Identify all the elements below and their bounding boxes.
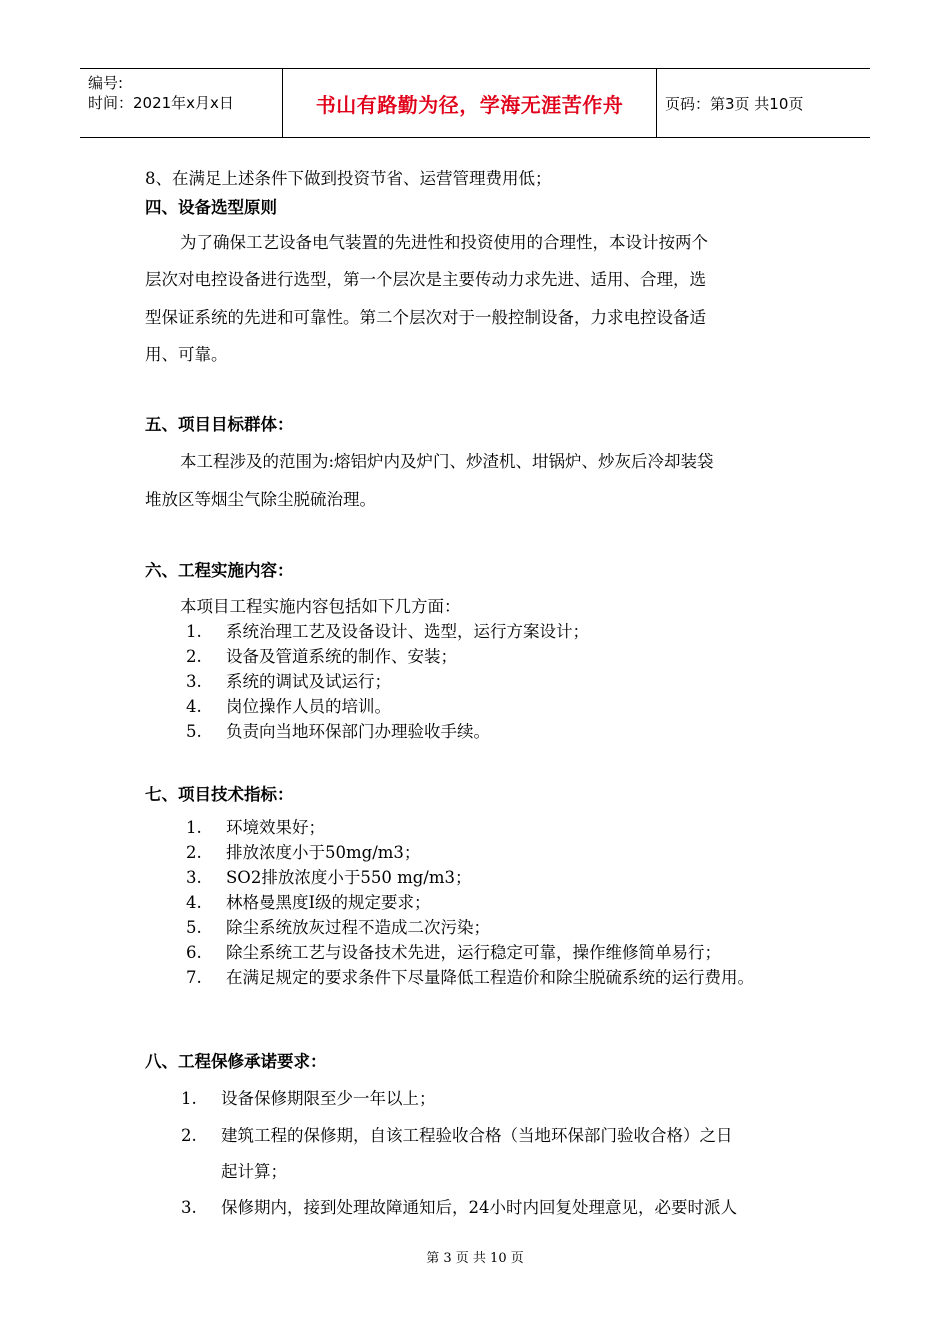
list-item-text: SO2排放浓度小于550 mg/m3； (226, 868, 472, 887)
date-label: 时间：2021年x月x日 (88, 94, 234, 112)
list-item (186, 967, 754, 989)
list-item-text: 设备及管道系统的制作、安装； (226, 647, 457, 666)
list-item-number: 1. (186, 622, 202, 641)
list-item-number: 1. (181, 1089, 197, 1108)
list-item (186, 646, 457, 668)
list-item (186, 671, 391, 693)
list-item-number: 1. (186, 818, 202, 837)
list-item-number: 2. (181, 1126, 197, 1145)
list-item-number: 3. (181, 1198, 197, 1217)
list-item-number: 5. (186, 918, 202, 937)
list-item-number: 4. (186, 893, 202, 912)
code-label: 编号: (88, 74, 124, 92)
list-item-number: 3. (186, 868, 202, 887)
paragraph-line: 本工程涉及的范围为:熔铝炉内及炉门、炒渣机、坩锅炉、炒灰后冷却装袋 (180, 452, 714, 471)
list-item (181, 1088, 436, 1110)
list-item (186, 917, 490, 939)
list-item (186, 621, 589, 643)
section-title-8: 八、工程保修承诺要求： (145, 1052, 327, 1071)
list-item (181, 1197, 737, 1219)
list-item-text: 除尘系统放灰过程不造成二次污染； (226, 918, 490, 937)
list-item-text: 起计算； (221, 1162, 287, 1181)
list-item (186, 721, 490, 743)
list-item-number: 5. (186, 722, 202, 741)
list-item-text: 保修期内，接到处理故障通知后，24小时内回复处理意见，必要时派人 (221, 1198, 737, 1217)
list-item-number: 3. (186, 672, 202, 691)
paragraph-line: 用、可靠。 (145, 345, 228, 364)
header-page-info: 页码：第3页 共10页 (665, 95, 804, 113)
list-item (186, 842, 420, 864)
list-item (186, 696, 391, 718)
list-item-text: 排放浓度小于50mg/m3； (226, 843, 421, 862)
header-meta (88, 73, 278, 113)
list-item (181, 1125, 733, 1147)
list-item-number: 4. (186, 697, 202, 716)
paragraph-line: 层次对电控设备进行选型，第一个层次是主要传动力求先进、适用、合理，选 (145, 270, 706, 289)
list-item-text: 除尘系统工艺与设备技术先进，运行稳定可靠，操作维修简单易行； (226, 943, 721, 962)
paragraph-line: 为了确保工艺设备电气装置的先进性和投资使用的合理性，本设计按两个 (180, 233, 708, 252)
paragraph-line: 堆放区等烟尘气除尘脱硫治理。 (145, 490, 376, 509)
section-title-6: 六、工程实施内容： (145, 561, 294, 580)
list-item-number: 6. (186, 943, 202, 962)
list-item-number: 7. (186, 968, 202, 987)
page-footer: 第 3 页 共 10 页 (426, 1251, 524, 1266)
list-item-text: 系统的调试及试运行； (226, 672, 391, 691)
section-title-5: 五、项目目标群体： (145, 415, 294, 434)
list-item-text: 系统治理工艺及设备设计、选型，运行方案设计； (226, 622, 589, 641)
list-item-text: 设备保修期限至少一年以上； (221, 1089, 436, 1108)
section-title-4: 四、设备选型原则 (145, 198, 277, 217)
paragraph-line: 本项目工程实施内容包括如下几方面： (180, 597, 461, 616)
list-item (186, 942, 721, 964)
list-item (186, 867, 471, 889)
list-item-text: 建筑工程的保修期，自该工程验收合格（当地环保部门验收合格）之日 (221, 1126, 733, 1145)
list-item-text: 负责向当地环保部门办理验收手续。 (226, 722, 490, 741)
list-item-text: 林格曼黑度Ⅰ级的规定要求； (226, 893, 431, 912)
header-motto: 书山有路勤为径，学海无涯苦作舟 (315, 92, 624, 117)
list-item-text: 在满足规定的要求条件下尽量降低工程造价和除尘脱硫系统的运行费用。 (226, 968, 754, 987)
header-divider (656, 69, 657, 137)
list-item-text: 岗位操作人员的培训。 (226, 697, 391, 716)
list-item-number: 2. (186, 647, 202, 666)
paragraph-line: 型保证系统的先进和可靠性。第二个层次对于一般控制设备，力求电控设备适 (145, 308, 706, 327)
list-item (186, 892, 431, 914)
list-item (181, 1161, 287, 1183)
list-item-text: 环境效果好； (226, 818, 325, 837)
paragraph-line: 8、在满足上述条件下做到投资节省、运营管理费用低； (145, 169, 552, 188)
page-header (80, 68, 870, 138)
list-item (186, 817, 325, 839)
section-title-7: 七、项目技术指标： (145, 785, 294, 804)
list-item-number: 2. (186, 843, 202, 862)
